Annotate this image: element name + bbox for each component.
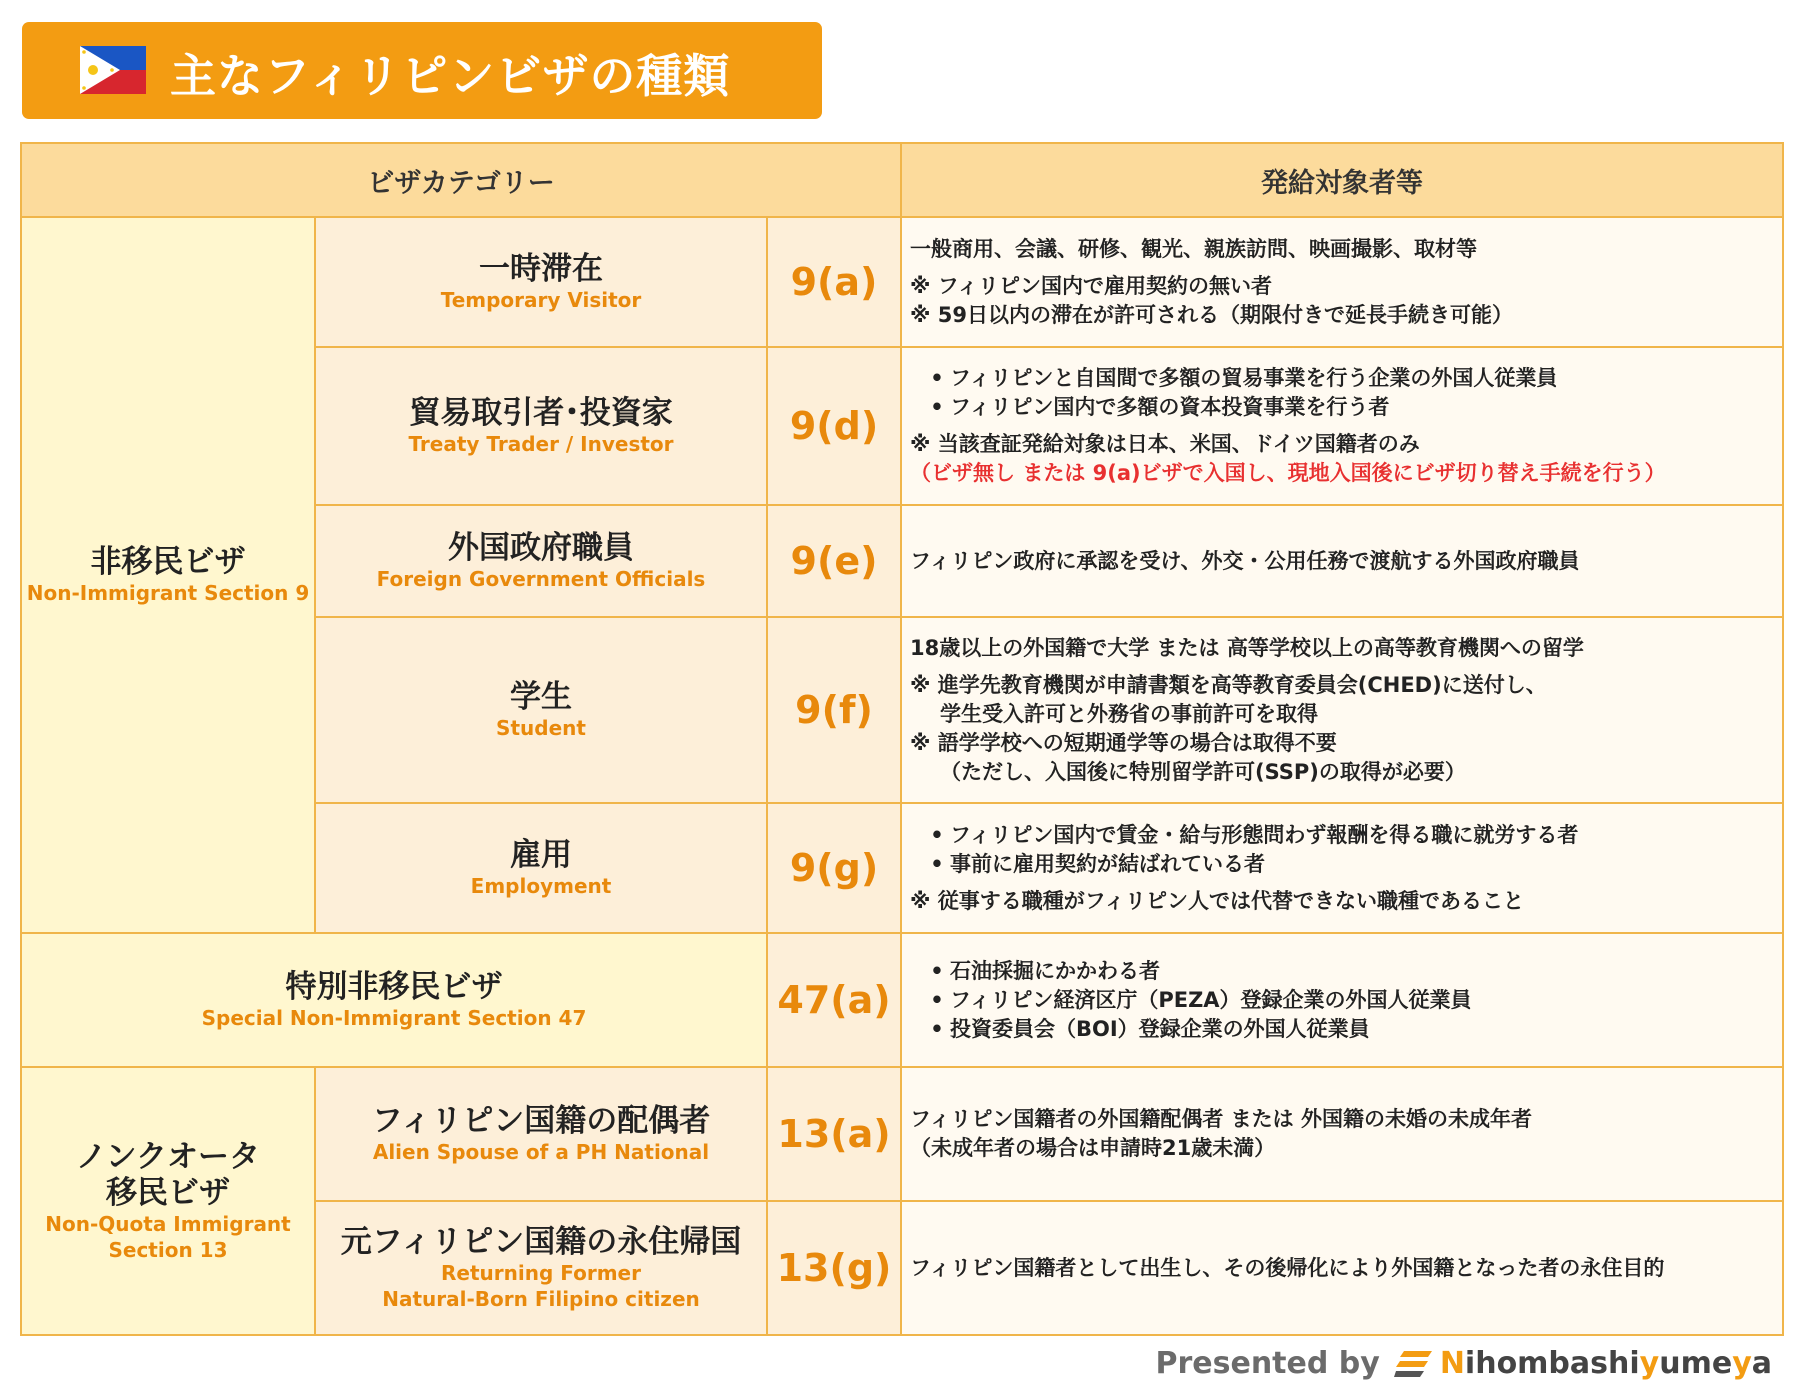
desc-bullet: • 事前に雇用契約が結ばれている者 — [910, 850, 1774, 879]
desc-line: （未成年者の場合は申請時21歳未満） — [910, 1136, 1276, 1160]
desc-bullet: • フィリピン経済区庁（PEZA）登録企業の外国人従業員 — [910, 986, 1774, 1015]
visa-description — [901, 1201, 1783, 1335]
desc-bullet: • フィリピンと自国間で多額の貿易事業を行う企業の外国人従業員 — [910, 364, 1774, 393]
category-en: Temporary Visitor — [440, 288, 642, 312]
visa-code: 9(e) — [767, 505, 901, 617]
visa-description — [901, 505, 1783, 617]
visa-category — [315, 803, 767, 933]
desc-red-note: （ビザ無し または 9(a)ビザで入国し、現地入国後にビザ切り替え手続を行う） — [910, 461, 1666, 485]
group-jp-label: ノンクオータ — [75, 1139, 261, 1175]
category-jp: 一時滞在 — [479, 251, 603, 287]
group-en-label: Special Non-Immigrant Section 47 — [201, 1006, 587, 1030]
category-en: Returning Former — [441, 1261, 641, 1285]
desc-bullet: • フィリピン国内で賃金・給与形態問わず報酬を得る職に就労する者 — [910, 821, 1774, 850]
header-category: ビザカテゴリー — [21, 143, 901, 217]
page-title: 主なフィリピンビザの種類 — [170, 49, 731, 103]
table-row — [21, 217, 1783, 347]
visa-description — [901, 617, 1783, 803]
desc-note-cont: 学生受入許可と外務省の事前許可を取得 — [940, 701, 1319, 726]
group-en-label: Non-Immigrant Section 9 — [26, 581, 310, 605]
visa-code: 9(f) — [767, 617, 901, 803]
visa-description — [901, 1067, 1783, 1201]
desc-note: ※ 59日以内の滞在が許可される（期限付きで延長手続き可能） — [910, 302, 1513, 327]
group-jp-label: 特別非移民ビザ — [285, 969, 503, 1005]
brand-name: Nihombashiyumeya — [1439, 1346, 1772, 1381]
visa-description — [901, 933, 1783, 1067]
visa-category — [315, 347, 767, 505]
desc-line: 一般商用、会議、研修、観光、親族訪問、映画撮影、取材等 — [910, 236, 1478, 261]
visa-description — [901, 347, 1783, 505]
presented-by-label: Presented by — [1155, 1346, 1380, 1381]
visa-table — [20, 142, 1784, 1336]
visa-code: 9(a) — [767, 217, 901, 347]
group-non-immigrant — [21, 217, 315, 933]
category-jp: 外国政府職員 — [448, 530, 634, 566]
category-en: Alien Spouse of a PH National — [372, 1140, 710, 1164]
desc-bullet: • フィリピン国内で多額の資本投資事業を行う者 — [910, 393, 1774, 422]
desc-note: ※ 従事する職種がフィリピン人では代替できない職種であること — [910, 888, 1525, 913]
visa-code: 47(a) — [767, 933, 901, 1067]
desc-note: ※ 進学先教育機関が申請書類を高等教育委員会(CHED)に送付し、 — [910, 672, 1547, 697]
desc-note: ※ 当該査証発給対象は日本、米国、ドイツ国籍者のみ — [910, 432, 1420, 456]
group-special — [21, 933, 767, 1067]
desc-note: ※ 語学学校への短期通学等の場合は取得不要 — [910, 730, 1337, 755]
category-jp: 学生 — [510, 679, 572, 715]
category-en: Foreign Government Officials — [376, 567, 706, 591]
desc-line: 18歳以上の外国籍で大学 または 高等学校以上の高等教育機関への留学 — [910, 635, 1584, 660]
desc-line: フィリピン政府に承認を受け、外交・公用任務で渡航する外国政府職員 — [910, 548, 1580, 573]
footer-credit — [1155, 1346, 1772, 1381]
visa-category — [315, 1201, 767, 1335]
category-jp: 雇用 — [510, 837, 572, 873]
group-jp-label: 非移民ビザ — [90, 544, 246, 580]
group-non-quota — [21, 1067, 315, 1335]
desc-line: フィリピン国籍者として出生し、その後帰化により外国籍となった者の永住目的 — [910, 1255, 1665, 1280]
category-en: Natural-Born Filipino citizen — [382, 1287, 700, 1311]
visa-category — [315, 217, 767, 347]
visa-code: 9(d) — [767, 347, 901, 505]
table-row — [21, 1067, 1783, 1201]
desc-note: ※ フィリピン国内で雇用契約の無い者 — [910, 273, 1273, 298]
visa-code: 13(g) — [767, 1201, 901, 1335]
category-en: Employment — [470, 874, 612, 898]
group-en-label: Non-Quota Immigrant — [45, 1212, 291, 1236]
desc-note-cont: （ただし、入国後に特別留学許可(SSP)の取得が必要） — [940, 759, 1466, 784]
category-jp: 元フィリピン国籍の永住帰国 — [340, 1224, 742, 1260]
visa-category — [315, 505, 767, 617]
philippines-flag-icon — [80, 46, 146, 94]
desc-bullet: • 投資委員会（BOI）登録企業の外国人従業員 — [910, 1015, 1774, 1044]
visa-category — [315, 1067, 767, 1201]
desc-line: フィリピン国籍者の外国籍配偶者 または 外国籍の未婚の未成年者 — [910, 1107, 1532, 1131]
visa-code: 13(a) — [767, 1067, 901, 1201]
desc-bullet: • 石油採掘にかかわる者 — [910, 957, 1774, 986]
visa-description — [901, 217, 1783, 347]
brand-logo-icon — [1394, 1349, 1432, 1379]
visa-description — [901, 803, 1783, 933]
table-row — [21, 933, 1783, 1067]
category-en: Treaty Trader / Investor — [408, 432, 674, 456]
title-banner — [22, 22, 822, 119]
category-jp: フィリピン国籍の配偶者 — [371, 1103, 711, 1139]
visa-code: 9(g) — [767, 803, 901, 933]
group-en-label: Section 13 — [108, 1238, 228, 1262]
table-header-row — [21, 143, 1783, 217]
header-target: 発給対象者等 — [901, 143, 1783, 217]
visa-category — [315, 617, 767, 803]
category-en: Student — [496, 716, 586, 740]
category-jp: 貿易取引者･投資家 — [409, 395, 673, 431]
group-jp-label: 移民ビザ — [106, 1175, 230, 1211]
